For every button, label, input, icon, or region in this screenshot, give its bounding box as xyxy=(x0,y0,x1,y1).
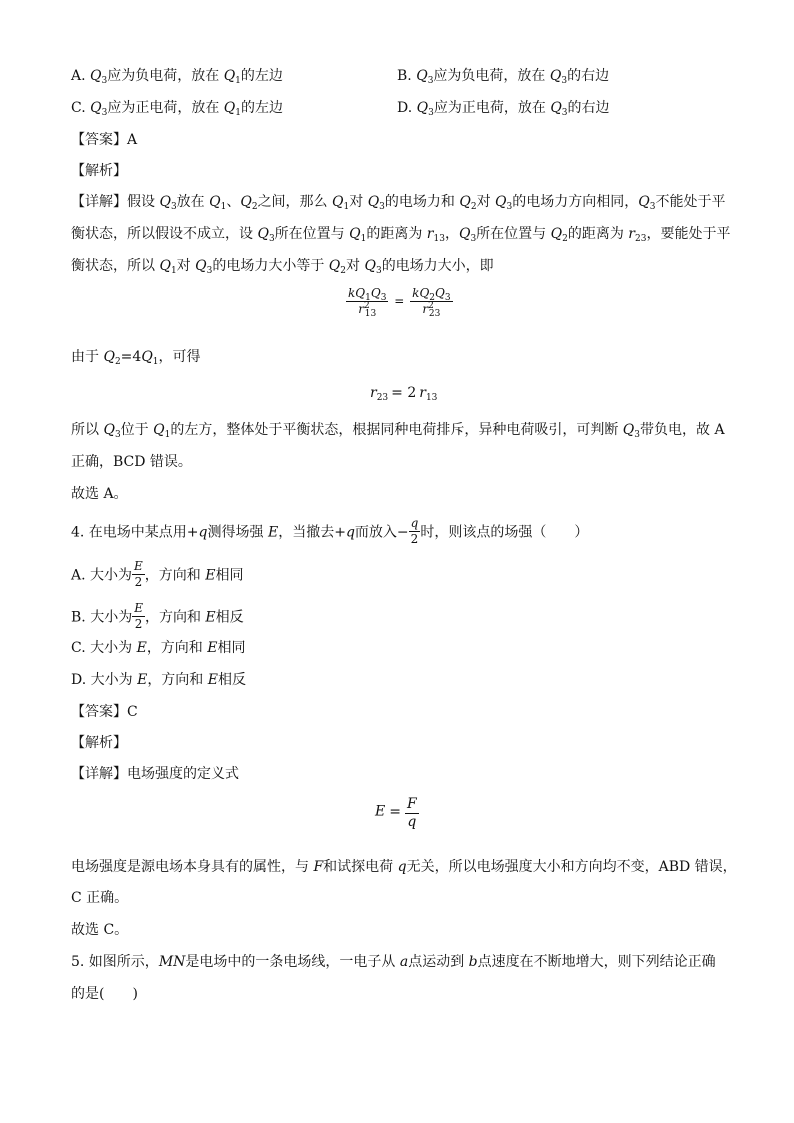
q4-choose: 故选 C。 xyxy=(71,922,129,938)
q3-force-equation: $\frac{kQ_1Q_3}{r^2_{13}}$ = $\frac{kQ_2Q_3}{r^2_{23}}$ xyxy=(348,286,451,319)
q3-detail-line-3: 衡状态，所以 $Q_1$对 $Q_3$的电场力大小等于 $Q_2$对 $Q_3$的电场力大小，即 xyxy=(71,258,494,276)
fraction-right: $\frac{kQ_2Q_3}{r^2_{23}}$ xyxy=(412,286,451,319)
q3-conclusion-line-1: 所以 $Q_3$位于 $Q_1$的左方，整体处于平衡状态，根据同种电荷排斥，异种电荷吸引，可判断 $Q_3$带负电，故 A xyxy=(71,422,725,440)
q3-since-line: 由于 $Q_2=4Q_1$，可得 xyxy=(71,349,201,367)
q3-option-c: C. $Q_3$应为正电荷，放在 $Q_1$的左边 xyxy=(71,100,284,118)
q4-option-b: B. 大小为 $\frac{E}{2}$ ，方向和 E相反 xyxy=(71,601,244,631)
q3-option-d: D. $Q_3$应为正电荷，放在 $Q_3$的右边 xyxy=(397,100,610,118)
q3-distance-relation: $r_{23} = 2$ $r_{13}$ xyxy=(370,385,438,403)
q4-property-line-1: 电场强度是源电场本身具有的属性，与 F和试探电荷 q无关，所以电场强度大小和方向均不变，ABD 错误， xyxy=(71,859,737,875)
q5-stem-line-2: 的是( ) xyxy=(71,986,138,1002)
q4-option-c: C. 大小为 E，方向和 E相同 xyxy=(71,640,246,656)
q3-answer: 【答案】A xyxy=(71,132,138,148)
q4-field-definition: E = $\frac{F}{q}$ xyxy=(375,796,417,830)
q3-conclusion-line-2: 正确，BCD 错误。 xyxy=(71,454,192,470)
q4-option-a: A. 大小为 $\frac{E}{2}$ ，方向和 E相同 xyxy=(71,559,244,589)
fraction-q-over-2: $\frac{q}{2}$ xyxy=(410,516,419,546)
q3-option-b: B. $Q_3$应为负电荷，放在 $Q_3$的右边 xyxy=(397,68,610,86)
q4-detail: 【详解】电场强度的定义式 xyxy=(71,766,239,782)
fraction-left: $\frac{kQ_1Q_3}{r^2_{13}}$ xyxy=(348,286,387,319)
fraction-e-over-2: $\frac{E}{2}$ xyxy=(134,601,143,631)
q4-option-d: D. 大小为 E，方向和 E相反 xyxy=(71,672,246,688)
q3-detail-line-1: 【详解】假设 $Q_3$放在 $Q_1$、$Q_2$之间，那么 $Q_1$对 $Q_3$的电场力和 $Q_2$对 $Q_3$的电场力方向相同，$Q_3$不能处于平 xyxy=(71,194,726,212)
q4-answer: 【答案】C xyxy=(71,704,138,720)
q4-analysis-label: 【解析】 xyxy=(71,735,127,751)
q4-property-line-2: C 正确。 xyxy=(71,890,129,906)
q3-analysis-label: 【解析】 xyxy=(71,163,127,179)
q3-option-a: A. $Q_3$应为负电荷，放在 $Q_1$的左边 xyxy=(71,68,283,86)
fraction-e-over-2: $\frac{E}{2}$ xyxy=(134,559,143,589)
q3-choose: 故选 A。 xyxy=(71,486,128,502)
q5-stem-line-1: 5. 如图所示，MN是电场中的一条电场线，一电子从 a点运动到 b点速度在不断地增大，则下列结论正确 xyxy=(71,954,716,970)
q3-detail-line-2: 衡状态，所以假设不成立，设 $Q_3$所在位置与 $Q_1$的距离为 $r_{13}$，$Q_3$所在位置与 $Q_2$的距离为 $r_{23}$，要能处于平 xyxy=(71,226,731,244)
q4-stem: 4. 在电场中某点用+q测得场强 E，当撤去+q而放入− $\frac{q}{2}$ 时，则该点的场强（ ） xyxy=(71,516,589,546)
